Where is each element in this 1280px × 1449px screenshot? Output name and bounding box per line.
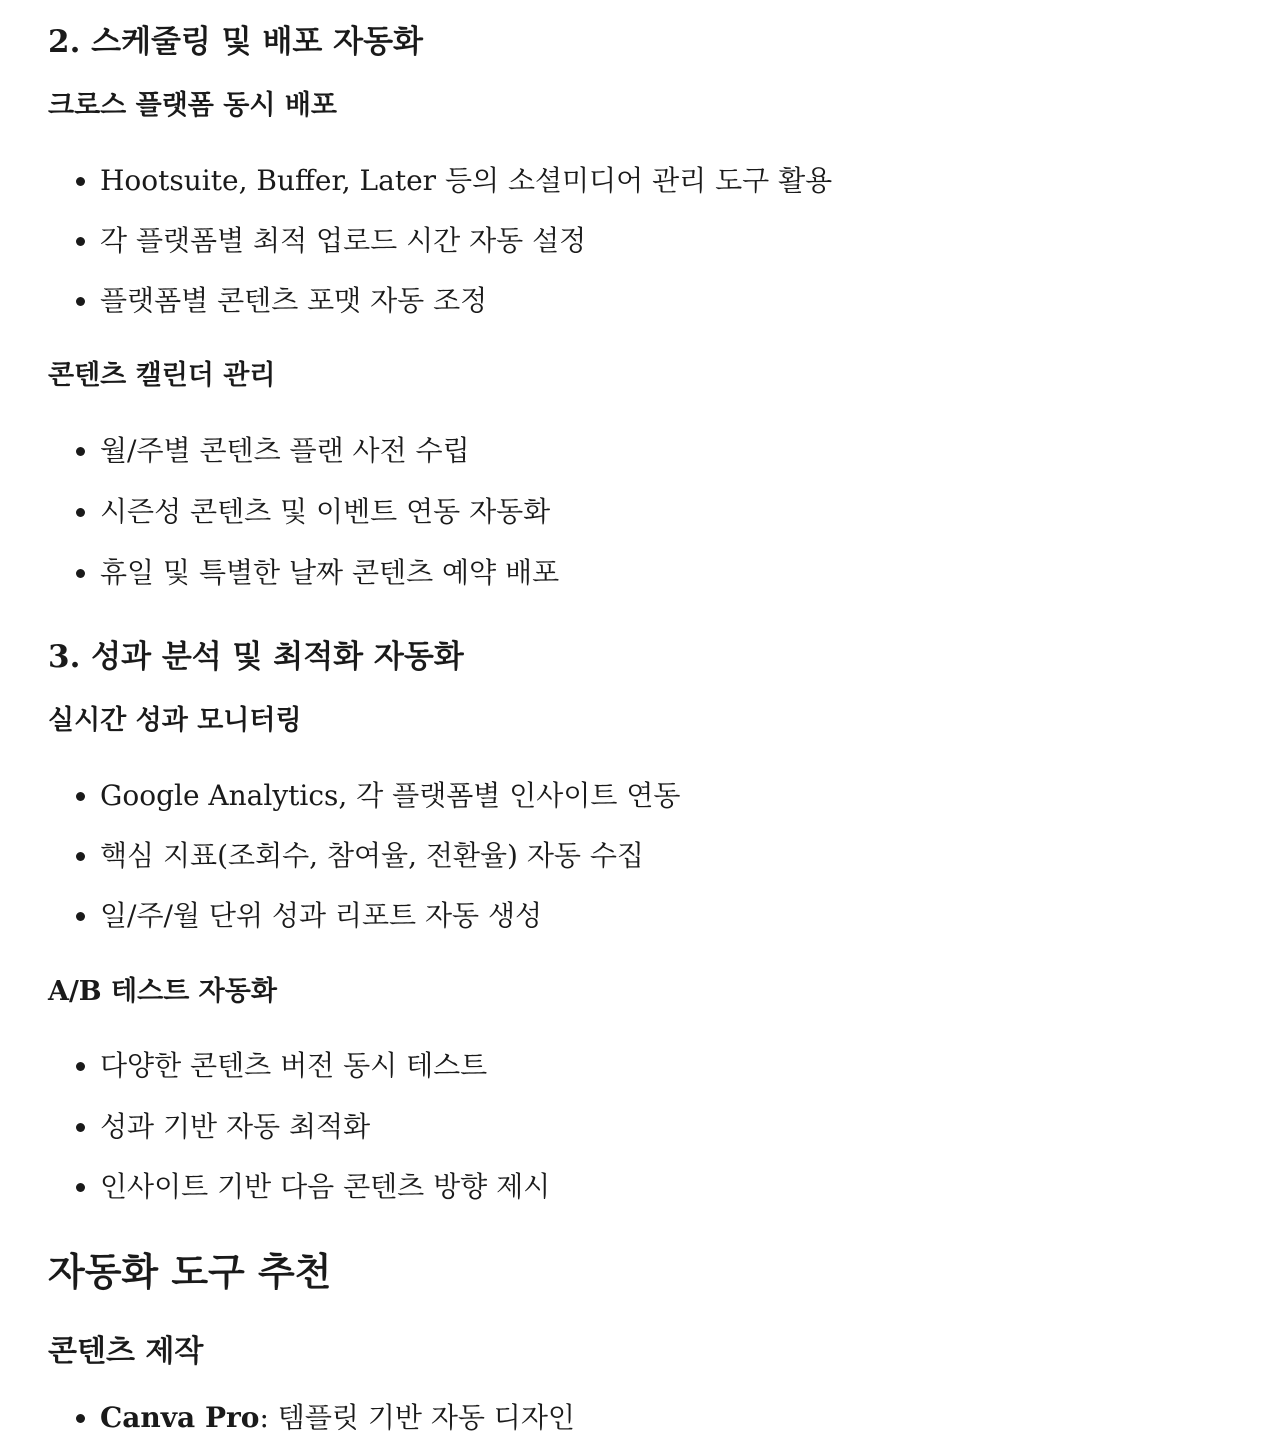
subheading-cross-platform: 크로스 플랫폼 동시 배포	[48, 90, 338, 121]
list-item-text: 성과 기반 자동 최적화	[100, 1110, 371, 1143]
list-item-text: 휴일 및 특별한 날짜 콘텐츠 예약 배포	[100, 556, 560, 589]
list-item	[100, 838, 644, 874]
bullet-icon	[76, 237, 85, 246]
list-item	[100, 1169, 550, 1205]
list-item	[100, 494, 550, 530]
list-item-text: 일/주/월 단위 성과 리포트 자동 생성	[100, 899, 543, 932]
subheading-realtime-monitoring: 실시간 성과 모니터링	[48, 705, 302, 736]
list-item	[100, 433, 470, 469]
section-2-heading: 2. 스케줄링 및 배포 자동화	[48, 24, 423, 60]
list-item	[100, 283, 487, 319]
list-item-text: 핵심 지표(조회수, 참여율, 전환율) 자동 수집	[100, 839, 644, 872]
list-item-text: 각 플랫폼별 최적 업로드 시간 자동 설정	[100, 224, 587, 257]
list-item	[100, 163, 832, 199]
bullet-icon	[76, 792, 85, 801]
tool-name: Canva Pro	[100, 1401, 260, 1434]
tool-description: : 템플릿 기반 자동 디자인	[259, 1401, 575, 1434]
subheading-ab-test: A/B 테스트 자동화	[48, 976, 277, 1007]
list-item	[100, 778, 680, 814]
list-item-text: Hootsuite, Buffer, Later 등의 소셜미디어 관리 도구 활용	[100, 164, 833, 197]
bullet-icon	[76, 1414, 85, 1423]
list-item-text: 플랫폼별 콘텐츠 포맷 자동 조정	[100, 284, 488, 317]
tools-heading: 자동화 도구 추천	[48, 1249, 332, 1294]
section-3-heading: 3. 성과 분석 및 최적화 자동화	[48, 639, 464, 675]
list-item	[100, 555, 559, 591]
bullet-icon	[76, 1123, 85, 1132]
bullet-icon	[76, 1062, 85, 1071]
list-item	[100, 1109, 370, 1145]
bullet-icon	[76, 912, 85, 921]
bullet-icon	[76, 1183, 85, 1192]
bullet-icon	[76, 508, 85, 517]
list-item	[100, 898, 542, 934]
subheading-content-creation: 콘텐츠 제작	[48, 1334, 204, 1369]
subheading-content-calendar: 콘텐츠 캘린더 관리	[48, 360, 276, 391]
list-item-text: 다양한 콘텐츠 버전 동시 테스트	[100, 1049, 488, 1082]
bullet-icon	[76, 447, 85, 456]
list-item-text: Google Analytics, 각 플랫폼별 인사이트 연동	[100, 779, 681, 812]
list-item-text: 월/주별 콘텐츠 플랜 사전 수립	[100, 434, 470, 467]
list-item	[100, 1048, 487, 1084]
bullet-icon	[76, 297, 85, 306]
bullet-icon	[76, 569, 85, 578]
bullet-icon	[76, 177, 85, 186]
list-item	[100, 1400, 575, 1436]
list-item-text: 인사이트 기반 다음 콘텐츠 방향 제시	[100, 1170, 551, 1203]
list-item	[100, 223, 586, 259]
list-item-text: 시즌성 콘텐츠 및 이벤트 연동 자동화	[100, 495, 551, 528]
bullet-icon	[76, 852, 85, 861]
